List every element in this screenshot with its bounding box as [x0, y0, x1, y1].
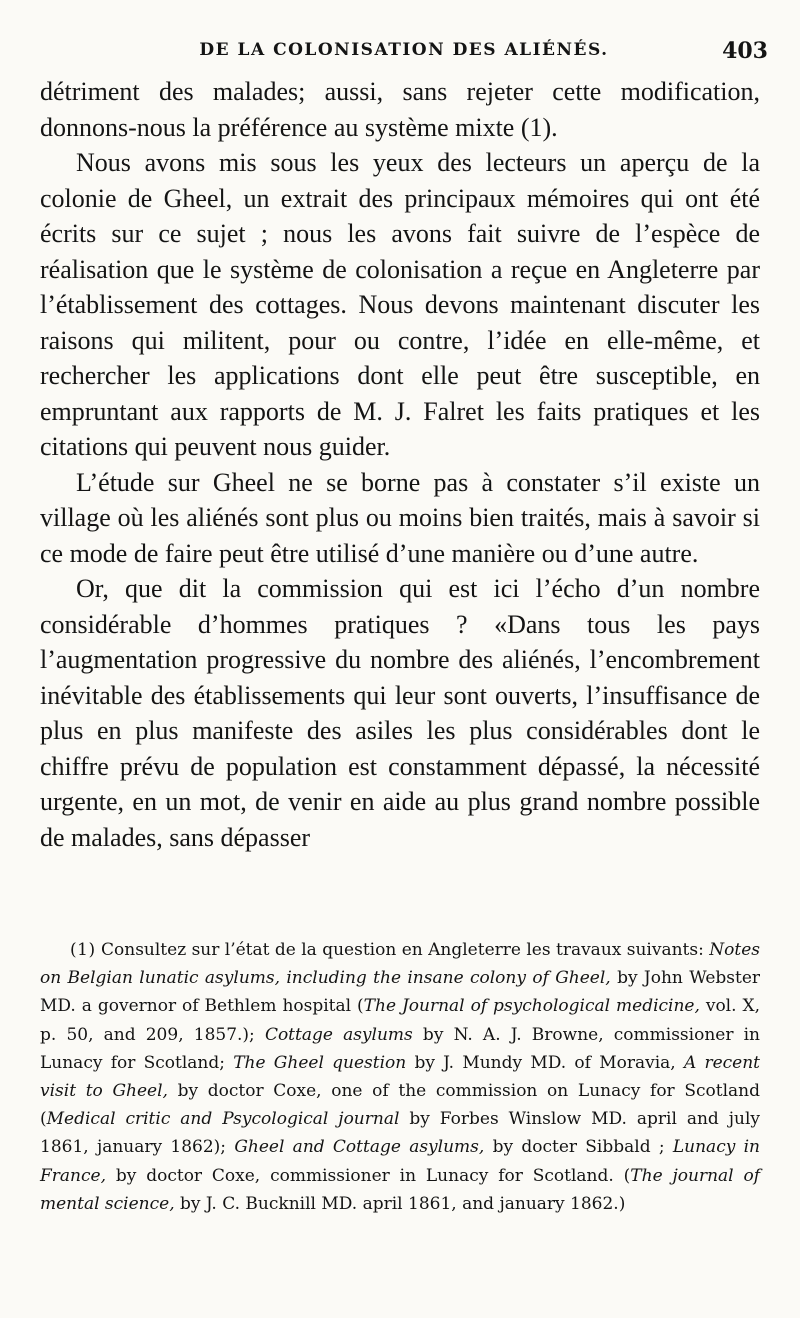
paragraph-4: Or, que dit la commission qui est ici l’écho d’un nombre considérable d’hommes pratiques ? «Dans tous les pays l’augmentation progressive du nombre des aliénés, l’encombrement inévitable des établissements qui leur sont ouverts, l’insuffisance de plus en plus manifeste des asiles les plus considérables dont le chiffre prévu de population est constamment dépassé, la nécessité urgente, en un mot, de venir en aide au plus grand nombre possible de malades, sans dépasser	[40, 574, 760, 852]
footnote-title-italic: A recent visit to Gheel,	[40, 1052, 761, 1102]
footnote-segment: by docter Sibbald ;	[484, 1137, 673, 1158]
footnote-text	[40, 936, 760, 1218]
running-header	[40, 38, 768, 68]
footnote-segment: by J. C. Bucknill MD. april 1861, and january 1862.)	[174, 1193, 626, 1214]
running-title: DE LA COLONISATION DES ALIÉNÉS.	[199, 40, 609, 60]
footnote-segment: Consultez sur l’état de la question en Angleterre les travaux suivants:	[95, 940, 710, 960]
footnote-segment: by J. Mundy MD. of Moravia,	[406, 1052, 684, 1073]
body-text	[40, 74, 760, 855]
footnote-marker: (1)	[70, 940, 96, 960]
footnote-segment: by doctor Coxe, commissioner in Lunacy for Scotland. (	[106, 1165, 631, 1186]
footnote-title-italic: Lunacy in France,	[40, 1137, 760, 1186]
page-number: 403	[722, 38, 768, 64]
footnote-title-italic: Cottage asylums	[264, 1024, 413, 1045]
footnote-segment: by John Webster MD. a governor of Bethlem hospital (	[40, 968, 761, 1017]
footnote-segment: by N. A. J. Browne, commissioner in Lunacy for Scotland;	[40, 1024, 760, 1073]
footnote-title-italic: Notes on Belgian lunatic asylums, including the insane colony of Gheel,	[40, 940, 760, 989]
paragraph-1: détriment des malades; aussi, sans rejeter cette modification, donnons-nous la préférence au système mixte (1).	[40, 77, 760, 142]
footnote-segment: by Forbes Winslow MD. april and july 1861, january 1862);	[40, 1109, 760, 1158]
footnote-title-italic: The journal of mental science,	[40, 1165, 760, 1214]
footnote-segment: by doctor Coxe, one of the commission on Lunacy for Scotland (	[40, 1081, 760, 1130]
paragraph-3: L’étude sur Gheel ne se borne pas à constater s’il existe un village où les aliénés sont plus ou moins bien traités, mais à savoir si ce mode de faire peut être utilisé d’une manière ou d’une autre.	[40, 467, 760, 568]
footnote-title-italic: Gheel and Cottage asylums,	[234, 1137, 485, 1158]
footnote-title-italic: The Journal of psychological medicine,	[363, 996, 700, 1017]
footnote-title-italic: The Gheel question	[233, 1052, 407, 1073]
footnote-segment: vol. X, p. 50, and 209, 1857.);	[40, 996, 760, 1045]
footnote	[40, 936, 760, 1218]
footnote-title-italic: Medical critic and Psycological journal	[46, 1109, 400, 1130]
paragraph-2: Nous avons mis sous les yeux des lecteurs un aperçu de la colonie de Gheel, un extrait des principaux mémoires qui ont été écrits sur ce sujet ; nous les avons fait suivre de l’espèce de réalisation que le système de colonisation a reçue en Angleterre par l’établissement des cottages. Nous devons maintenant discuter les raisons qui militent, pour ou contre, l’idée en elle-même, et rechercher les applications dont elle peut être susceptible, en empruntant aux rapports de M. J. Falret les faits pratiques et les citations qui peuvent nous guider.	[40, 148, 760, 461]
